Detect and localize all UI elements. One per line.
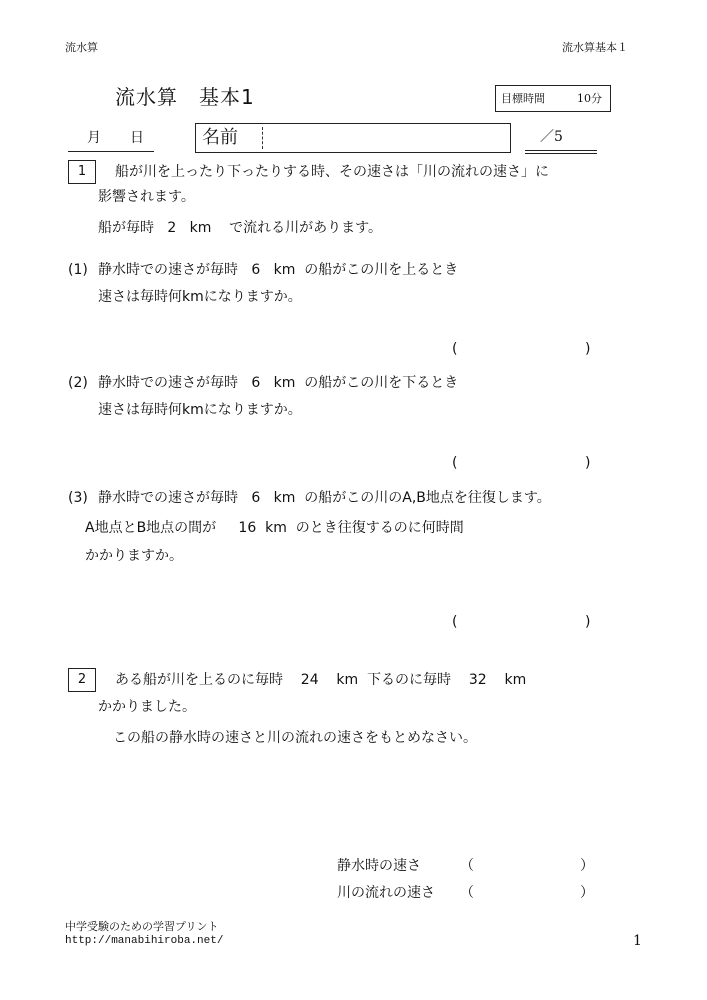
question-2-line: 静水時での速さが毎時 6 km の船がこの川を下るとき [98, 375, 459, 391]
question-3-line: A地点とB地点の間が 16 km のとき往復するのに何時間 [85, 520, 464, 536]
answer-close-paren: ） [580, 885, 594, 901]
problem-2-line: かかりました。 [98, 699, 196, 715]
problem-1-intro-line: 船が川を上ったり下ったりする時、その速さは「川の流れの速さ」に [115, 164, 549, 180]
date-day: 日 [130, 130, 144, 146]
problem-1-intro-line: 影響されます。 [98, 189, 195, 205]
answer-open-paren: ( [452, 614, 458, 630]
score-underline-bottom [525, 153, 597, 154]
target-time-label: 目標時間 [501, 92, 545, 105]
name-label: 名前 [202, 127, 238, 148]
question-1-line: 速さは毎時何kmになりますか。 [98, 289, 302, 305]
question-1-label: (1) [68, 262, 88, 278]
current-speed-label: 川の流れの速さ [337, 885, 435, 901]
answer-open-paren: ( [452, 341, 458, 357]
footer-url: http://manabihiroba.net/ [65, 935, 224, 947]
problem-2-line: この船の静水時の速さと川の流れの速さをもとめなさい。 [113, 730, 477, 746]
target-time-value: 10分 [577, 92, 602, 105]
answer-open-paren: ( [452, 455, 458, 471]
answer-open-paren: （ [460, 858, 474, 874]
header-left: 流水算 [65, 41, 98, 54]
score: ／5 [540, 129, 563, 145]
date-underline [68, 151, 154, 152]
still-water-speed-label: 静水時の速さ [337, 858, 421, 874]
footer-caption: 中学受験のための学習プリント [65, 920, 219, 933]
name-divider [262, 127, 263, 149]
question-3-line: かかりますか。 [85, 548, 183, 564]
answer-close-paren: ） [580, 858, 594, 874]
question-2-line: 速さは毎時何kmになりますか。 [98, 402, 302, 418]
problem-2-line: ある船が川を上るのに毎時 24 km 下るのに毎時 32 km [115, 672, 527, 688]
question-3-line: 静水時での速さが毎時 6 km の船がこの川のA,B地点を往復します。 [98, 490, 551, 506]
answer-close-paren: ) [585, 341, 591, 357]
problem-2-number: 2 [68, 668, 96, 692]
page-title: 流水算 基本1 [115, 85, 255, 109]
question-3-label: (3) [68, 490, 88, 506]
answer-open-paren: （ [460, 885, 474, 901]
target-time-box [495, 85, 611, 112]
page-number: 1 [633, 933, 642, 949]
problem-1-intro-line: 船が毎時 2 km で流れる川があります。 [98, 220, 383, 236]
answer-close-paren: ) [585, 455, 591, 471]
problem-1-number: 1 [68, 160, 96, 184]
question-2-label: (2) [68, 375, 88, 391]
name-field [195, 123, 511, 153]
question-1-line: 静水時での速さが毎時 6 km の船がこの川を上るとき [98, 262, 459, 278]
score-underline-top [525, 150, 597, 151]
header-right: 流水算基本１ [562, 41, 628, 54]
answer-close-paren: ) [585, 614, 591, 630]
date-month: 月 [87, 130, 101, 146]
